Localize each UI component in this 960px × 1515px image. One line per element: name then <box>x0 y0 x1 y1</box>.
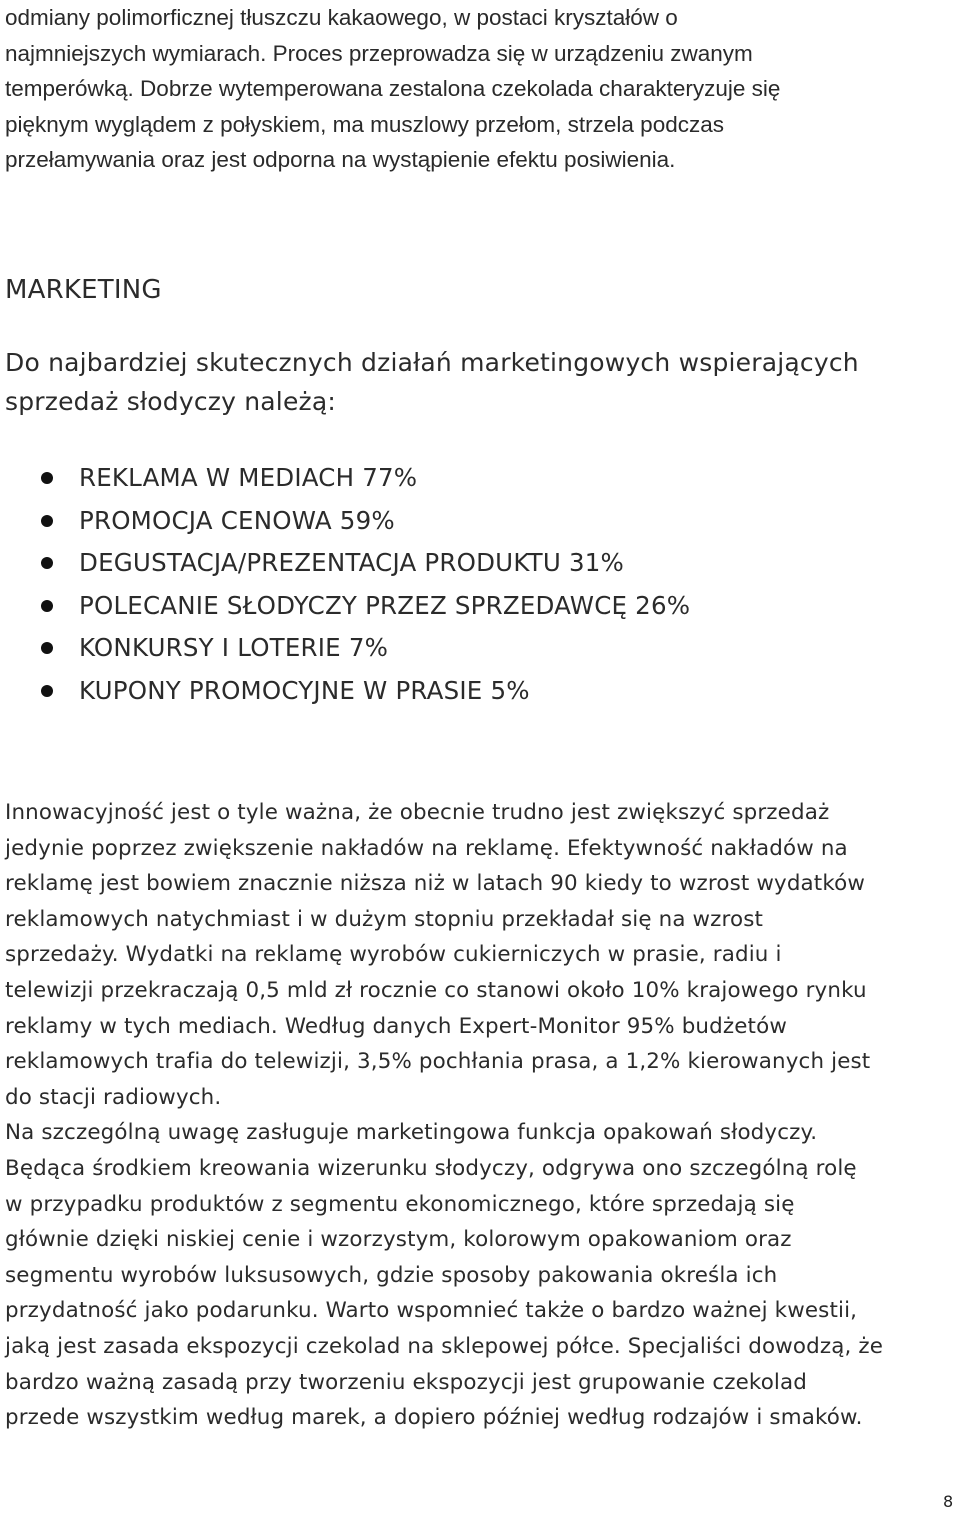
list-item <box>0 585 960 628</box>
bullet-icon <box>41 685 53 697</box>
bullet-icon <box>41 642 53 654</box>
list-item-text: DEGUSTACJA/PREZENTACJA PRODUKTU 31% <box>79 548 625 578</box>
lead-paragraph: Do najbardziej skutecznych działań marketingowych wspierających sprzedaż słodyczy należą: <box>5 348 859 416</box>
body-paragraph: Innowacyjność jest o tyle ważna, że obecnie trudno jest zwiększyć sprzedaż jedynie poprzez zwiększenie nakładów na reklamę. Efektywność nakładów na reklamę jest bowiem znacznie niższa niż w latach 90 kiedy to wzrost wydatków reklamowych natychmiast i w dużym stopniu przekładał się na wzrost sprzedaży. Wydatki na reklamę wyrobów cukierniczych w prasie, radiu i telewizji przekraczają 0,5 mld zł rocznie co stanowi około 10% krajowego rynku reklamy w tych mediach. Według danych Expert-Monitor 95% budżetów reklamowych trafia do telewizji, 3,5% pochłania prasa, a 1,2% kierowanych jest do stacji radiowych. Na szczególną uwagę zasługuje marketingowa funkcja opakowań słodyczy. Będąca środkiem kreowania wizerunku słodyczy, odgrywa ono szczególną rolę w przypadku produktów z segmentu ekonomicznego, które sprzedają się głównie dzięki niskiej cenie i wzorzystym, kolorowym opakowaniom oraz segmentu wyrobów luksusowych, gdzie sposoby pakowania określa ich przydatność jako podarunku. Warto wspomnieć także o bardzo ważnej kwestii, jaką jest zasada ekspozycji czekolad na sklepowej półce. Specjaliści dowodzą, że bardzo ważną zasadą przy tworzeniu ekspozycji jest grupowanie czekolad przede wszystkim według marek, a dopiero później według rodzajów i smaków. <box>5 800 884 1431</box>
list-item <box>0 627 960 670</box>
marketing-list <box>0 457 960 713</box>
list-item <box>0 542 960 585</box>
section-heading: MARKETING <box>5 275 162 305</box>
bullet-icon <box>41 515 53 527</box>
bullet-icon <box>41 472 53 484</box>
intro-paragraph: odmiany polimorficznej tłuszczu kakaowego, w postaci kryształów o najmniejszych wymiarach. Proces przeprowadza się w urządzeniu zwanym temperówką. Dobrze wytemperowana zestalona czekolada charakteryzuje się pięknym wyglądem z połyskiem, ma muszlowy przełom, strzela podczas przełamywania oraz jest odporna na wystąpienie efektu posiwienia. <box>5 5 781 172</box>
list-item <box>0 670 960 713</box>
list-item-text: PROMOCJA CENOWA 59% <box>79 505 395 535</box>
page-number: 8 <box>943 1492 954 1511</box>
list-item-text: POLECANIE SŁODYCZY PRZEZ SPRZEDAWCĘ 26% <box>79 590 691 620</box>
list-item-text: KUPONY PROMOCYJNE W PRASIE 5% <box>79 675 530 705</box>
bullet-icon <box>41 557 53 569</box>
bullet-icon <box>41 600 53 612</box>
list-item <box>0 500 960 543</box>
list-item-text: REKLAMA W MEDIACH 77% <box>79 463 418 492</box>
list-item <box>0 457 960 500</box>
list-item-text: KONKURSY I LOTERIE 7% <box>79 633 389 663</box>
